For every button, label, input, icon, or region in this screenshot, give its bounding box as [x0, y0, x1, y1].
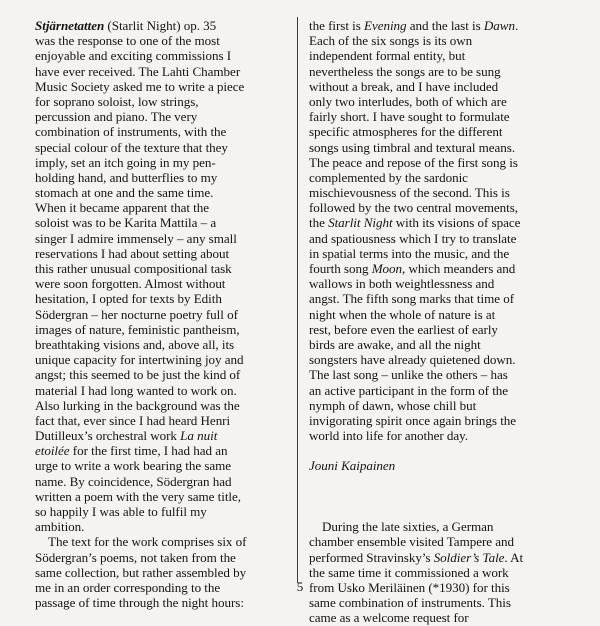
- italic-text: Evening: [364, 18, 407, 33]
- text-line: [309, 155, 579, 170]
- text-line: [35, 79, 297, 94]
- text-segment: were soon forgotten. Almost without: [35, 276, 226, 292]
- text-line: [309, 413, 579, 428]
- text-line: [35, 307, 297, 322]
- text-line: [309, 231, 579, 246]
- text-line: [309, 352, 579, 367]
- text-line: [35, 322, 297, 337]
- text-segment: passage of time through the night hours:: [35, 595, 244, 611]
- text-segment: unique capacity for intertwining joy and: [35, 352, 244, 368]
- italic-text: La nuit: [180, 428, 218, 444]
- text-segment: enjoyable and exciting commissions I: [35, 48, 232, 64]
- text-segment: name. By coincidence, Södergran had: [35, 473, 232, 489]
- blank-line: [309, 443, 579, 458]
- text-line: [35, 246, 297, 261]
- text-line: [35, 595, 297, 610]
- text-line: [35, 170, 297, 185]
- text-segment: chamber ensemble visited Tampere and: [309, 534, 515, 550]
- text-line: [35, 383, 297, 398]
- text-segment: , which meanders and: [402, 261, 516, 276]
- text-segment: birds are awake, and all the night: [309, 336, 481, 352]
- text-segment: invigorating spirit once again brings the: [309, 412, 517, 428]
- text-line: [309, 322, 579, 337]
- text-line: [35, 534, 297, 549]
- text-segment: Also lurking in the background was the: [35, 397, 240, 413]
- text-line: [35, 155, 297, 170]
- text-segment: night when the whole of nature is at: [309, 306, 496, 322]
- text-segment: Södergran’s poems, not taken from the: [35, 549, 236, 565]
- text-line: [35, 185, 297, 200]
- text-line: [309, 109, 579, 124]
- text-segment: mischievousness of the second. This is: [309, 185, 510, 201]
- text-line: [309, 595, 579, 610]
- text-line: [35, 443, 297, 458]
- text-segment: angst. The fifth song marks that time of: [309, 291, 515, 307]
- text-segment: reservations I had about setting about: [35, 245, 230, 261]
- text-line: [35, 519, 297, 534]
- text-segment: Södergran – her nocturne poetry full of: [35, 306, 238, 322]
- text-line: [309, 610, 579, 625]
- text-line: [35, 64, 297, 79]
- text-segment: only two interludes, both of which are: [309, 93, 507, 109]
- text-line: [35, 428, 297, 443]
- text-segment: and spatiousness which I try to translate: [309, 230, 517, 246]
- text-segment: the same time it commissioned a work: [309, 564, 509, 580]
- text-line: [35, 458, 297, 473]
- text-segment: with its visions of space: [392, 215, 521, 231]
- text-segment: an active participant in the form of the: [309, 382, 509, 398]
- text-line: [309, 367, 579, 382]
- text-line: [35, 109, 297, 124]
- text-segment: fact that, ever since I had heard Henri: [35, 412, 231, 428]
- text-segment: followed by the two central movements,: [309, 200, 519, 216]
- text-segment: Dutilleux’s orchestral work: [35, 428, 181, 444]
- text-segment: for the first time, I had had an: [69, 443, 228, 459]
- text-segment: imply, set an itch going in my pen-: [35, 154, 216, 170]
- text-line: [309, 140, 579, 155]
- text-segment: urge to write a work bearing the same: [35, 458, 232, 474]
- text-segment: combination of instruments, with the: [35, 124, 227, 140]
- italic-text: Moon: [371, 261, 403, 276]
- text-line: [35, 276, 297, 291]
- text-segment: written a poem with the very same title,: [35, 488, 241, 504]
- text-line: [309, 534, 579, 549]
- text-segment: stomach at one and the same time.: [35, 185, 214, 201]
- blank-line: [309, 489, 579, 504]
- text-segment: nevertheless the songs are to be sung: [309, 63, 501, 79]
- text-line: [309, 48, 579, 63]
- text-line: [35, 124, 297, 139]
- text-segment: this rather unusual compositional task: [35, 261, 232, 276]
- text-line: [35, 140, 297, 155]
- text-line: [309, 307, 579, 322]
- text-segment: images of nature, feministic pantheism,: [35, 321, 240, 337]
- text-segment: fourth song: [309, 261, 372, 276]
- text-segment: percussion and piano. The very: [35, 109, 198, 125]
- text-segment: songsters have already quietened down.: [309, 352, 516, 368]
- text-segment: wallows in both weightlessness and: [309, 276, 495, 292]
- text-line: [309, 64, 579, 79]
- text-segment: from Usko Meriläinen (*1930) for this: [309, 579, 510, 595]
- text-segment: .: [515, 18, 519, 33]
- text-line: [35, 215, 297, 230]
- text-line: [35, 565, 297, 580]
- text-line: [35, 398, 297, 413]
- text-segment: me in an order corresponding to the: [35, 579, 221, 595]
- column-divider: [297, 17, 298, 583]
- text-segment: Each of the six songs is its own: [309, 33, 473, 49]
- text-segment: same combination of instruments. This: [309, 595, 511, 611]
- text-segment: was the response to one of the most: [35, 33, 220, 49]
- text-line: [35, 94, 297, 109]
- text-segment: hesitation, I opted for texts by Edith: [35, 291, 222, 307]
- text-line: [35, 231, 297, 246]
- text-line: [309, 215, 579, 230]
- text-line: [35, 291, 297, 306]
- text-line: [309, 276, 579, 291]
- text-segment: special colour of the texture that they: [35, 139, 228, 155]
- text-line: [35, 413, 297, 428]
- text-segment: rest, before even the earliest of early: [309, 321, 498, 337]
- text-segment: and the last is: [406, 18, 484, 33]
- text-segment: Music Society asked me to write a piece: [35, 78, 245, 94]
- text-line: [309, 18, 579, 33]
- text-line: [35, 352, 297, 367]
- text-segment: songs using timbral and textural means.: [309, 139, 516, 155]
- text-segment: breathtaking visions and, above all, its: [35, 336, 235, 352]
- text-line: [35, 474, 297, 489]
- text-line: [35, 489, 297, 504]
- text-segment: singer I admire immensely – any small: [35, 230, 237, 246]
- text-segment: angst; this seemed to be just the kind of: [35, 367, 241, 383]
- text-line: [35, 33, 297, 48]
- blank-line: [309, 504, 579, 519]
- page-number: 5: [296, 579, 304, 594]
- text-segment: fairly short. I have sought to formulate: [309, 109, 510, 125]
- text-line: [309, 550, 579, 565]
- text-line: [309, 246, 579, 261]
- text-line: [309, 383, 579, 398]
- text-line: [35, 200, 297, 215]
- text-segment: for soprano soloist, low strings,: [35, 93, 199, 109]
- text-segment: The peace and repose of the first song is: [309, 154, 518, 170]
- text-segment: world into life for another day.: [309, 428, 468, 444]
- text-segment: specific atmospheres for the different: [309, 124, 503, 140]
- text-line: [35, 48, 297, 63]
- text-segment: When it became apparent that the: [35, 200, 209, 216]
- text-segment: without a break, and I have included: [309, 78, 499, 94]
- text-segment: ambition.: [35, 519, 85, 535]
- italic-text: Soldier’s Tale: [433, 549, 505, 565]
- text-line: [35, 504, 297, 519]
- text-line: [309, 94, 579, 109]
- text-segment: the first is: [309, 18, 364, 33]
- text-line: [309, 33, 579, 48]
- italic-text: Dawn: [483, 18, 515, 33]
- text-line: [35, 550, 297, 565]
- italic-text: Starlit Night: [328, 215, 393, 231]
- text-line: [309, 291, 579, 306]
- text-segment: same collection, but rather assembled by: [35, 564, 247, 580]
- text-segment: material I had long wanted to work on.: [35, 382, 237, 398]
- left-text-column: [35, 18, 297, 610]
- text-segment: so happily I was able to fulfil my: [35, 504, 207, 519]
- text-line: [309, 565, 579, 580]
- text-segment: soloist was to be Karita Mattila – a: [35, 215, 217, 231]
- text-segment: complemented by the sardonic: [309, 169, 468, 185]
- text-line: [309, 200, 579, 215]
- text-segment: performed Stravinsky’s: [309, 549, 434, 565]
- text-segment: in spatial terms into the music, and the: [309, 245, 510, 261]
- text-line: [309, 519, 579, 534]
- text-line: [309, 124, 579, 139]
- text-segment: came as a welcome request for: [309, 610, 469, 626]
- text-segment: independent formal entity, but: [309, 48, 466, 64]
- text-segment: have ever received. The Lahti Chamber: [35, 63, 241, 79]
- text-line: [309, 170, 579, 185]
- italic-text: etoilée: [35, 443, 70, 459]
- text-line: [35, 18, 297, 33]
- bold-italic-title: Stjärnetatten: [35, 18, 105, 33]
- text-line: [309, 428, 579, 443]
- text-segment: holding hand, and butterflies to my: [35, 169, 218, 185]
- text-segment: During the late sixties, a German: [322, 519, 494, 535]
- text-line: [309, 79, 579, 94]
- text-line: [309, 398, 579, 413]
- italic-text: Jouni Kaipainen: [309, 458, 396, 474]
- text-segment: (Starlit Night) op. 35: [104, 18, 217, 33]
- text-segment: . At: [504, 549, 524, 565]
- text-line: [309, 337, 579, 352]
- right-text-column: [309, 18, 579, 626]
- text-segment: The last song – unlike the others – has: [309, 367, 508, 383]
- text-segment: nymph of dawn, whose chill but: [309, 397, 477, 413]
- text-segment: the: [309, 215, 329, 231]
- text-line: [309, 458, 579, 473]
- blank-line: [309, 474, 579, 489]
- text-line: [309, 261, 579, 276]
- text-line: [35, 367, 297, 382]
- text-line: [35, 261, 297, 276]
- text-line: [309, 185, 579, 200]
- text-line: [35, 337, 297, 352]
- text-segment: The text for the work comprises six of: [48, 534, 247, 550]
